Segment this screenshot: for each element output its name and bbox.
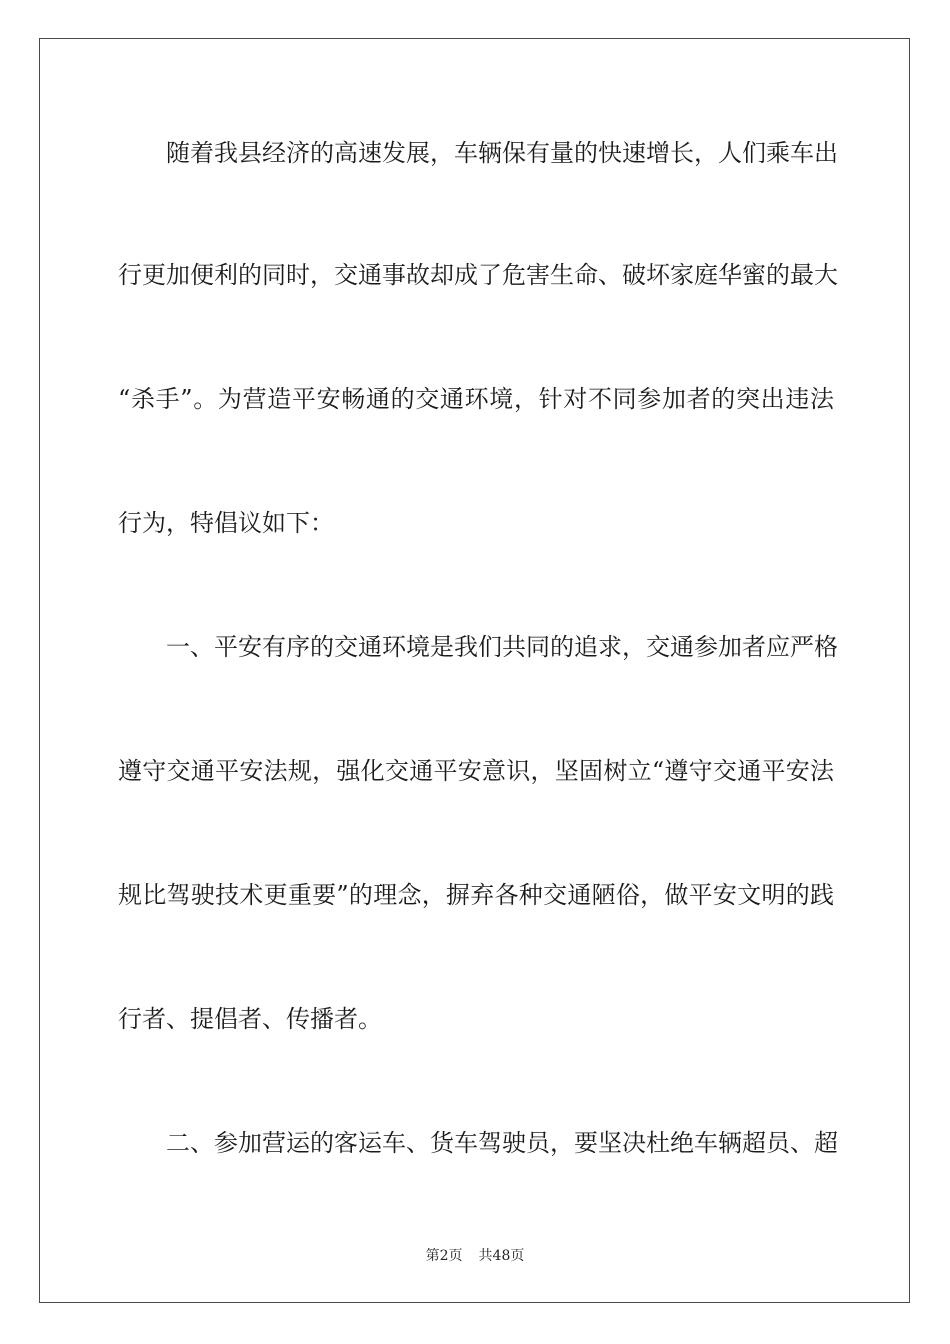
paragraph-3-line-1: 二、参加营运的客运车、货车驾驶员，要坚决杜绝车辆超员、超	[166, 1129, 838, 1157]
paragraph-2-line-3: 规比驾驶技术更重要”的理念，摒弃各种交通陋俗，做平安文明的践	[118, 881, 834, 909]
paragraph-1-line-4: 行为，特倡议如下：	[118, 509, 334, 537]
paragraph-1-line-1: 随着我县经济的高速发展，车辆保有量的快速增长，人们乘车出	[166, 139, 838, 167]
paragraph-2-line-4: 行者、提倡者、传播者。	[118, 1005, 382, 1033]
paragraph-1-line-2: 行更加便利的同时，交通事故却成了危害生命、破坏家庭华蜜的最大	[118, 261, 838, 289]
paragraph-2-line-1: 一、平安有序的交通环境是我们共同的追求，交通参加者应严格	[166, 633, 838, 661]
paragraph-2-line-2: 遵守交通平安法规，强化交通平安意识，坚固树立“遵守交通平安法	[118, 757, 834, 785]
page-border	[39, 38, 910, 1303]
page-footer	[0, 1246, 950, 1266]
paragraph-1-line-3: “杀手”。为营造平安畅通的交通环境，针对不同参加者的突出违法	[118, 385, 834, 413]
page-total: 共48页	[478, 1248, 525, 1264]
page-number: 第2页	[425, 1248, 463, 1264]
